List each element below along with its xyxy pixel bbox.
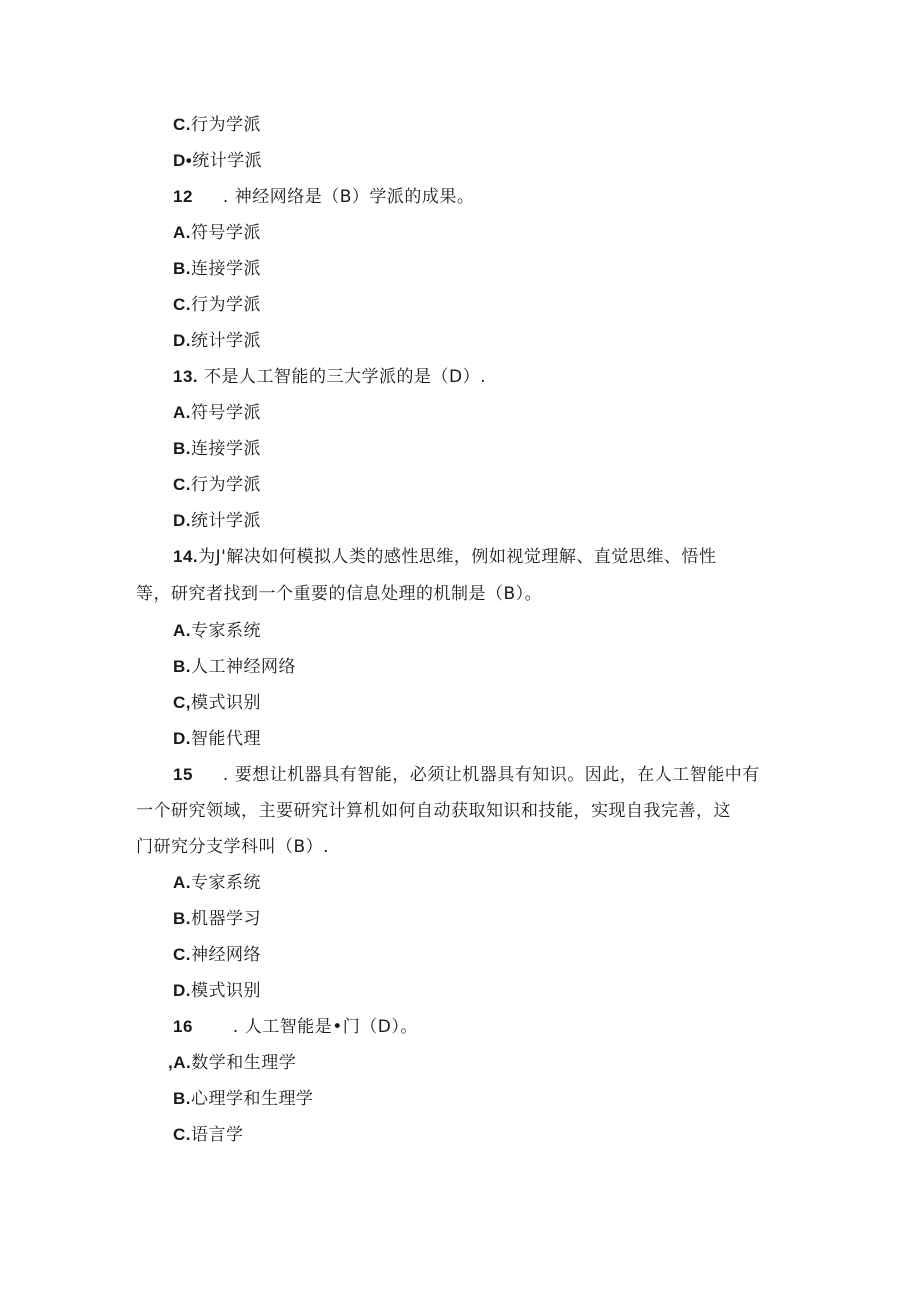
option-prefix: B. [173,439,191,458]
option-text: 连接学派 [191,439,261,459]
question-text: 门研究分支学科叫（B）. [136,837,330,857]
option-prefix: A. [173,621,191,640]
option-prefix: D. [173,511,191,530]
option-prefix: A. [173,873,191,892]
option-text: 行为学派 [191,295,261,315]
option-c-pattern-recognition [173,692,261,714]
option-prefix: D. [173,331,191,350]
option-c-behaviorism [173,474,261,496]
question-15-continuation [136,836,329,858]
option-text: 统计学派 [191,331,261,351]
option-b-connectionism [173,438,261,460]
option-a-expert-system [173,872,261,894]
option-text: 语言学 [191,1125,244,1145]
option-text: 符号学派 [191,223,261,243]
option-c-linguistics [173,1124,244,1146]
question-13 [173,366,486,388]
option-text: 专家系统 [191,873,261,893]
option-a-expert-system [173,620,261,642]
option-d-intelligent-agent [173,728,261,750]
option-prefix: ,A. [168,1053,192,1072]
option-prefix: B. [173,657,191,676]
question-number: 15 [173,765,193,784]
option-a-symbolism [173,402,261,424]
option-d-statistics [173,330,261,352]
option-text: 行为学派 [191,115,261,135]
option-c-behaviorism [173,294,261,316]
option-text: 模式识别 [191,981,261,1001]
question-text: 一个研究领域，主要研究计算机如何自动获取知识和技能，实现自我完善，这 [136,801,731,821]
option-c-neural-network [173,944,261,966]
option-text: 符号学派 [191,403,261,423]
question-text: 不是人工智能的三大学派的是（D）. [204,367,487,387]
option-prefix: B. [173,259,191,278]
option-prefix: C. [173,945,191,964]
option-b-neural-network [173,656,296,678]
question-15 [173,764,760,786]
option-prefix: B. [173,909,191,928]
option-text: 神经网络 [191,945,261,965]
option-text: 专家系统 [191,621,261,641]
question-number: 14. [173,547,199,566]
option-prefix: D. [173,729,191,748]
option-text: 统计学派 [192,151,263,171]
option-d-statistics [173,150,262,172]
option-prefix: A. [173,223,191,242]
option-d-pattern-recognition [173,980,261,1002]
question-16 [173,1016,418,1038]
option-text: 统计学派 [191,511,261,531]
option-text: 模式识别 [191,693,261,713]
question-12 [173,186,474,208]
option-b-psychology-physiology [173,1088,314,1110]
option-prefix: D. [173,981,191,1000]
option-text: 心理学和生理学 [191,1089,314,1109]
option-text: 智能代理 [191,729,261,749]
option-prefix: C. [173,115,191,134]
option-a-math-physiology [168,1052,296,1074]
option-prefix: D• [173,151,193,170]
question-14-continuation [136,583,542,605]
option-c-behaviorism [173,114,261,136]
question-text: 为J'解决如何模拟人类的感性思维，例如视觉理解、直觉思维、悟性 [198,547,717,567]
option-b-machine-learning [173,908,261,930]
question-text: . 人工智能是•门（D）。 [232,1017,418,1037]
question-text: . 神经网络是（B）学派的成果。 [222,187,475,207]
question-text: . 要想让机器具有智能，必须让机器具有知识。因此，在人工智能中有 [222,765,760,785]
option-prefix: A. [173,403,191,422]
question-number: 16 [173,1017,193,1036]
question-15-continuation [136,800,731,822]
option-prefix: C. [173,1125,191,1144]
option-text: 数学和生理学 [191,1053,297,1073]
option-prefix: C. [173,295,191,314]
question-number: 13. [173,367,199,386]
option-text: 连接学派 [191,259,261,279]
option-prefix: C, [173,693,191,712]
option-text: 机器学习 [191,909,261,929]
option-text: 行为学派 [191,475,261,495]
option-prefix: C. [173,475,191,494]
option-a-symbolism [173,222,261,244]
option-text: 人工神经网络 [191,657,296,677]
option-b-connectionism [173,258,261,280]
option-d-statistics [173,510,261,532]
question-text: 等，研究者找到一个重要的信息处理的机制是（B）。 [136,584,543,604]
option-prefix: B. [173,1089,191,1108]
question-number: 12 [173,187,193,206]
question-14 [173,546,716,568]
